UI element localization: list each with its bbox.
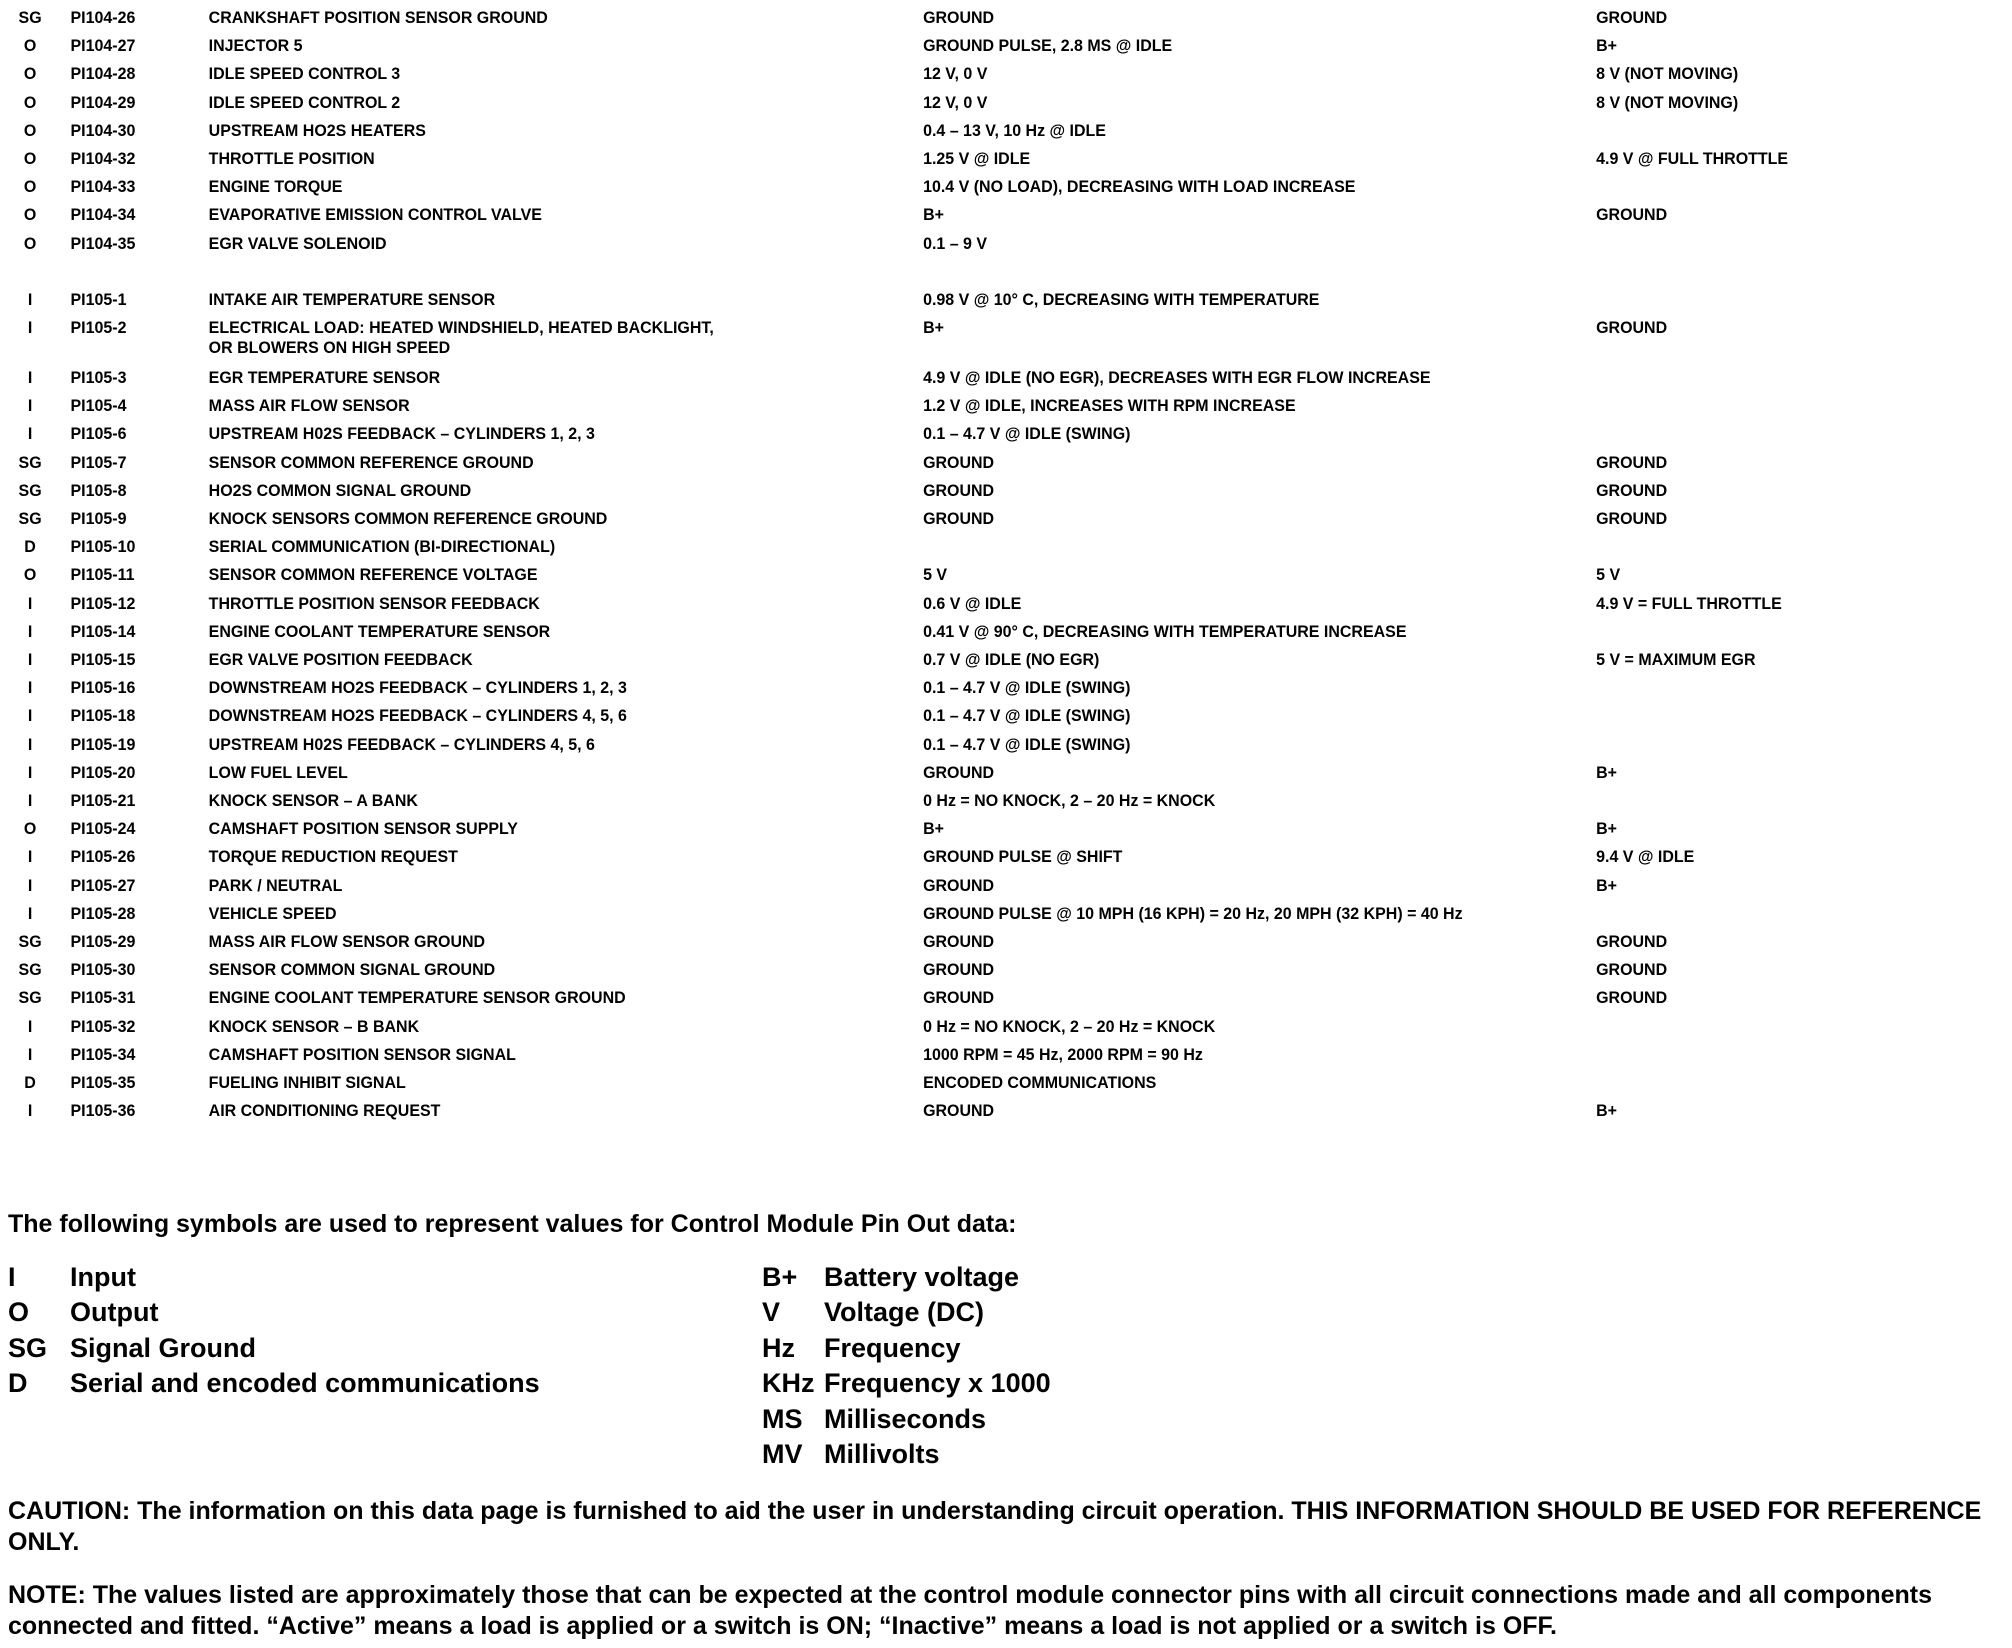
pin-description: EGR TEMPERATURE SENSOR (208, 368, 441, 387)
legend-meaning: Frequency x 1000 (824, 1368, 1051, 1399)
pin-type: O (23, 149, 37, 168)
pin-id: PI105-21 (70, 791, 136, 810)
pin-id: PI105-20 (70, 762, 136, 782)
legend-symbol: MV (762, 1439, 803, 1469)
active-value: 0 Hz = NO KNOCK, 2 – 20 Hz = KNOCK (923, 791, 1216, 810)
pin-description: TORQUE REDUCTION REQUEST (208, 847, 458, 867)
pin-description: SENSOR COMMON REFERENCE VOLTAGE (208, 565, 538, 585)
active-value: GROUND (923, 988, 995, 1008)
pin-description: CRANKSHAFT POSITION SENSOR GROUND (208, 8, 548, 27)
active-value: 4.9 V @ IDLE (NO EGR), DECREASES WITH EGR FLOW INCREASE (923, 368, 1431, 387)
active-value: GROUND (923, 875, 995, 895)
table-row (0, 177, 1891, 201)
active-value: B+ (923, 205, 944, 225)
legend-title: The following symbols are used to represent values for Control Module Pin Out data: (8, 1210, 1017, 1238)
pin-id: PI105-32 (70, 1016, 136, 1036)
table-row (0, 904, 1891, 928)
pin-type: I (27, 650, 33, 669)
pin-id: PI104-35 (70, 233, 136, 253)
pin-type: I (27, 734, 33, 754)
pin-description: UPSTREAM H02S FEEDBACK – CYLINDERS 4, 5, 6 (208, 734, 595, 754)
pin-id: PI105-30 (70, 960, 136, 980)
inactive-value: GROUND (1596, 932, 1668, 951)
pin-description: ENGINE COOLANT TEMPERATURE SENSOR (208, 621, 551, 641)
pin-type: O (23, 233, 37, 253)
pin-id: PI105-19 (70, 734, 136, 754)
inactive-value: GROUND (1596, 480, 1668, 500)
table-row (0, 791, 1891, 815)
pin-description: EGR VALVE SOLENOID (208, 233, 387, 253)
legend-symbol: KHz (762, 1368, 815, 1399)
inactive-value: 8 V (NOT MOVING) (1596, 92, 1739, 112)
pin-id: PI105-36 (70, 1101, 136, 1121)
pin-description: KNOCK SENSOR – B BANK (208, 1016, 420, 1036)
pin-description: UPSTREAM H02S FEEDBACK – CYLINDERS 1, 2, 3 (208, 424, 595, 444)
pin-description: ENGINE TORQUE (208, 177, 343, 197)
pin-description: CAMSHAFT POSITION SENSOR SIGNAL (208, 1044, 516, 1064)
table-row (0, 149, 1891, 173)
pin-description: HO2S COMMON SIGNAL GROUND (208, 480, 472, 500)
pin-type: O (23, 36, 37, 56)
pin-id: PI105-7 (70, 452, 127, 472)
inactive-value: GROUND (1596, 452, 1668, 472)
table-row (0, 481, 1891, 505)
pin-type: SG (18, 480, 42, 500)
pin-type: D (24, 1073, 36, 1092)
pin-description: KNOCK SENSOR – A BANK (208, 791, 418, 810)
legend-symbol: B+ (762, 1262, 798, 1292)
active-value: 1.25 V @ IDLE (923, 149, 1031, 168)
pin-id: PI105-12 (70, 593, 136, 613)
pin-description: FUELING INHIBIT SIGNAL (208, 1073, 406, 1092)
inactive-value: B+ (1596, 819, 1618, 839)
pin-type: I (27, 903, 33, 923)
active-value: 10.4 V (NO LOAD), DECREASING WITH LOAD INCREASE (923, 177, 1356, 197)
inactive-value: 8 V (NOT MOVING) (1596, 64, 1739, 84)
legend-symbol: D (8, 1368, 28, 1399)
pin-type: I (27, 847, 33, 867)
legend-units (762, 1262, 1362, 1472)
pin-type: O (23, 819, 37, 839)
active-value: GROUND (923, 1101, 995, 1121)
active-value: 0.98 V @ 10° C, DECREASING WITH TEMPERATURE (923, 289, 1320, 309)
pin-type: SG (18, 452, 42, 472)
table-row (0, 205, 1891, 229)
pin-description: UPSTREAM HO2S HEATERS (208, 120, 426, 140)
pin-type: I (27, 678, 33, 698)
pin-id: PI105-4 (70, 396, 127, 416)
inactive-value: GROUND (1596, 509, 1668, 528)
table-row (0, 290, 1891, 314)
pin-id: PI104-26 (70, 8, 136, 27)
pin-type: SG (18, 960, 42, 980)
pin-type: SG (18, 509, 42, 528)
pin-id: PI104-29 (70, 92, 136, 112)
table-row (0, 234, 1891, 258)
active-value: 12 V, 0 V (923, 92, 988, 112)
active-value: 0.6 V @ IDLE (923, 593, 1022, 613)
pin-id: PI104-32 (70, 149, 136, 168)
pin-type: I (27, 762, 33, 782)
table-row (0, 988, 1891, 1012)
pin-id: PI105-31 (70, 988, 136, 1008)
inactive-value: 5 V (1596, 565, 1621, 585)
pin-id: PI105-34 (70, 1044, 136, 1064)
table-row (0, 960, 1891, 984)
table-row (0, 678, 1891, 702)
inactive-value: 5 V = MAXIMUM EGR (1596, 650, 1756, 669)
pin-description: SENSOR COMMON SIGNAL GROUND (208, 960, 496, 980)
active-value: GROUND (923, 452, 995, 472)
table-row (0, 424, 1891, 448)
pin-id: PI105-26 (70, 847, 136, 867)
inactive-value: 4.9 V = FULL THROTTLE (1596, 593, 1782, 613)
active-value: GROUND (923, 932, 995, 951)
pin-type: I (27, 318, 33, 337)
inactive-value: B+ (1596, 875, 1618, 895)
active-value: GROUND (923, 8, 995, 27)
active-value: 0.41 V @ 90° C, DECREASING WITH TEMPERATURE INCREASE (923, 621, 1407, 641)
active-value: 0.1 – 4.7 V @ IDLE (SWING) (923, 734, 1131, 754)
table-row (0, 93, 1891, 117)
legend-symbol: I (8, 1262, 16, 1292)
active-value: GROUND PULSE @ 10 MPH (16 KPH) = 20 Hz, 20 MPH (32 KPH) = 40 Hz (923, 903, 1463, 923)
pin-id: PI105-24 (70, 819, 136, 839)
pin-type: D (24, 537, 36, 557)
legend-meaning: Battery voltage (824, 1262, 1020, 1292)
pin-id: PI105-6 (70, 424, 127, 444)
pin-id: PI105-35 (70, 1073, 136, 1092)
pin-description: INTAKE AIR TEMPERATURE SENSOR (208, 289, 496, 309)
active-value: 0.1 – 4.7 V @ IDLE (SWING) (923, 706, 1131, 726)
table-row (0, 1073, 1891, 1097)
pin-id: PI105-9 (70, 509, 127, 528)
legend-meaning: Voltage (DC) (824, 1297, 984, 1328)
pin-id: PI105-16 (70, 678, 136, 698)
table-row (0, 368, 1891, 392)
table-row (0, 565, 1891, 589)
table-row (0, 876, 1891, 900)
table-row (0, 1101, 1891, 1125)
table-row (0, 64, 1891, 88)
active-value: GROUND PULSE, 2.8 MS @ IDLE (923, 36, 1173, 56)
pin-description: DOWNSTREAM HO2S FEEDBACK – CYLINDERS 1, 2, 3 (208, 678, 627, 698)
pin-id: PI105-15 (70, 650, 136, 669)
table-row (0, 706, 1891, 730)
active-value: ENCODED COMMUNICATIONS (923, 1073, 1157, 1092)
table-row (0, 735, 1891, 759)
table-row (0, 819, 1891, 843)
pin-type: I (27, 621, 33, 641)
pin-type: I (27, 593, 33, 613)
pin-description: EGR VALVE POSITION FEEDBACK (208, 650, 473, 669)
legend-meaning: Serial and encoded communications (70, 1368, 540, 1399)
inactive-value: B+ (1596, 762, 1618, 782)
pin-type: I (27, 1016, 33, 1036)
active-value: 0.1 – 9 V (923, 233, 988, 253)
inactive-value: GROUND (1596, 988, 1668, 1008)
inactive-value: GROUND (1596, 205, 1668, 225)
pin-type: O (23, 92, 37, 112)
table-row (0, 318, 1891, 362)
pin-id: PI104-34 (70, 205, 136, 225)
legend-meaning: Signal Ground (70, 1332, 256, 1363)
active-value: 5 V (923, 565, 948, 585)
legend-symbol: MS (762, 1403, 803, 1434)
pin-id: PI104-33 (70, 177, 136, 197)
pin-description: KNOCK SENSORS COMMON REFERENCE GROUND (208, 509, 608, 528)
pin-id: PI105-29 (70, 932, 136, 951)
table-row (0, 932, 1891, 956)
active-value: B+ (923, 819, 944, 839)
pin-type: O (23, 177, 37, 197)
pin-type: I (27, 289, 33, 309)
table-row (0, 622, 1891, 646)
pin-type: SG (18, 8, 42, 27)
active-value: 1000 RPM = 45 Hz, 2000 RPM = 90 Hz (923, 1044, 1203, 1064)
pin-id: PI105-28 (70, 903, 136, 923)
pin-type: I (27, 1101, 33, 1121)
pin-type: I (27, 368, 33, 387)
pin-type: SG (18, 988, 42, 1008)
pin-id: PI105-8 (70, 480, 127, 500)
caution-text: CAUTION: The information on this data page is furnished to aid the user in understanding circuit operation. THIS INFORMATION SHOULD BE USED FOR REFERENCE ONLY. (8, 1497, 1982, 1556)
pin-type: I (27, 706, 33, 726)
pin-description: VEHICLE SPEED (208, 903, 337, 923)
pin-description: CAMSHAFT POSITION SENSOR SUPPLY (208, 819, 518, 839)
active-value: 0.1 – 4.7 V @ IDLE (SWING) (923, 678, 1131, 698)
pin-id: PI104-28 (70, 64, 136, 84)
pin-type: I (27, 791, 33, 810)
inactive-value: B+ (1596, 1101, 1618, 1121)
table-row (0, 1045, 1891, 1069)
pin-description: PARK / NEUTRAL (208, 875, 343, 895)
pin-type: O (23, 205, 37, 225)
pin-id: PI105-1 (70, 289, 127, 309)
pin-description: DOWNSTREAM HO2S FEEDBACK – CYLINDERS 4, 5, 6 (208, 706, 627, 726)
inactive-value: 9.4 V @ IDLE (1596, 847, 1695, 867)
table-row (0, 537, 1891, 561)
active-value: 12 V, 0 V (923, 64, 988, 84)
pin-description: SENSOR COMMON REFERENCE GROUND (208, 452, 534, 472)
pin-id: PI104-30 (70, 120, 136, 140)
pin-type: I (27, 396, 33, 416)
table-row (0, 650, 1891, 674)
pin-type: I (27, 1044, 33, 1064)
table-row (0, 36, 1891, 60)
table-row (0, 763, 1891, 787)
legend-signal-types (8, 1262, 708, 1412)
pin-type: O (23, 64, 37, 84)
table-row (0, 509, 1891, 533)
pin-type: I (27, 875, 33, 895)
inactive-value: GROUND (1596, 318, 1668, 337)
inactive-value: GROUND (1596, 8, 1668, 27)
table-row (0, 8, 1891, 32)
inactive-value: B+ (1596, 36, 1618, 56)
active-value: GROUND (923, 960, 995, 980)
legend-symbol: O (8, 1297, 30, 1328)
pin-id: PI105-18 (70, 706, 136, 726)
pin-description: IDLE SPEED CONTROL 3 (208, 64, 401, 84)
pin-description: THROTTLE POSITION (208, 149, 375, 168)
legend-meaning: Input (70, 1262, 136, 1292)
pin-type: O (23, 565, 37, 585)
active-value: GROUND (923, 509, 995, 528)
pin-description: THROTTLE POSITION SENSOR FEEDBACK (208, 593, 540, 613)
legend-meaning: Output (70, 1297, 159, 1328)
active-value: GROUND (923, 762, 995, 782)
pin-type: I (27, 424, 33, 444)
pin-description: MASS AIR FLOW SENSOR (208, 396, 410, 416)
pin-description: ELECTRICAL LOAD: HEATED WINDSHIELD, HEATED BACKLIGHT, OR BLOWERS ON HIGH SPEED (208, 318, 714, 357)
pin-id: PI105-14 (70, 621, 136, 641)
legend-meaning: Millivolts (824, 1439, 940, 1469)
table-row (0, 121, 1891, 145)
pin-description: SERIAL COMMUNICATION (BI-DIRECTIONAL) (208, 537, 556, 557)
pin-type: SG (18, 932, 42, 951)
active-value: B+ (923, 318, 944, 337)
pin-id: PI105-11 (70, 565, 135, 585)
pin-type: O (23, 120, 37, 140)
inactive-value: 4.9 V @ FULL THROTTLE (1596, 149, 1789, 168)
active-value: 0.4 – 13 V, 10 Hz @ IDLE (923, 120, 1106, 140)
legend-symbol: SG (8, 1332, 48, 1363)
legend-meaning: Frequency (824, 1332, 961, 1363)
pin-description: INJECTOR 5 (208, 36, 303, 56)
pin-description: EVAPORATIVE EMISSION CONTROL VALVE (208, 205, 542, 225)
legend-symbol: V (762, 1297, 781, 1328)
active-value: GROUND (923, 480, 995, 500)
pin-id: PI105-10 (70, 537, 136, 557)
active-value: 0 Hz = NO KNOCK, 2 – 20 Hz = KNOCK (923, 1016, 1216, 1036)
table-row (0, 1017, 1891, 1041)
pin-id: PI105-3 (70, 368, 127, 387)
active-value: GROUND PULSE @ SHIFT (923, 847, 1123, 867)
table-row (0, 453, 1891, 477)
inactive-value: GROUND (1596, 960, 1668, 980)
pin-description: LOW FUEL LEVEL (208, 762, 348, 782)
pin-id: PI105-27 (70, 875, 136, 895)
pin-description: ENGINE COOLANT TEMPERATURE SENSOR GROUND (208, 988, 626, 1008)
active-value: 0.7 V @ IDLE (NO EGR) (923, 650, 1100, 669)
table-row (0, 396, 1891, 420)
pin-description: AIR CONDITIONING REQUEST (208, 1101, 441, 1121)
pin-id: PI105-2 (70, 318, 127, 337)
legend-meaning: Milliseconds (824, 1403, 987, 1434)
active-value: 1.2 V @ IDLE, INCREASES WITH RPM INCREASE (923, 396, 1296, 416)
table-row (0, 594, 1891, 618)
table-row (0, 847, 1891, 871)
pin-id: PI104-27 (70, 36, 136, 56)
note-text: NOTE: The values listed are approximately those that can be expected at the control module connector pins with all circuit connections made and all components connected and fitted. “Active” means a load is applied or a switch is ON; “Inactive” means a load is not applied or a switch is OFF. (8, 1581, 1933, 1640)
pin-description: MASS AIR FLOW SENSOR GROUND (208, 932, 486, 951)
active-value: 0.1 – 4.7 V @ IDLE (SWING) (923, 424, 1131, 444)
legend-symbol: Hz (762, 1332, 795, 1363)
pin-description: IDLE SPEED CONTROL 2 (208, 92, 401, 112)
